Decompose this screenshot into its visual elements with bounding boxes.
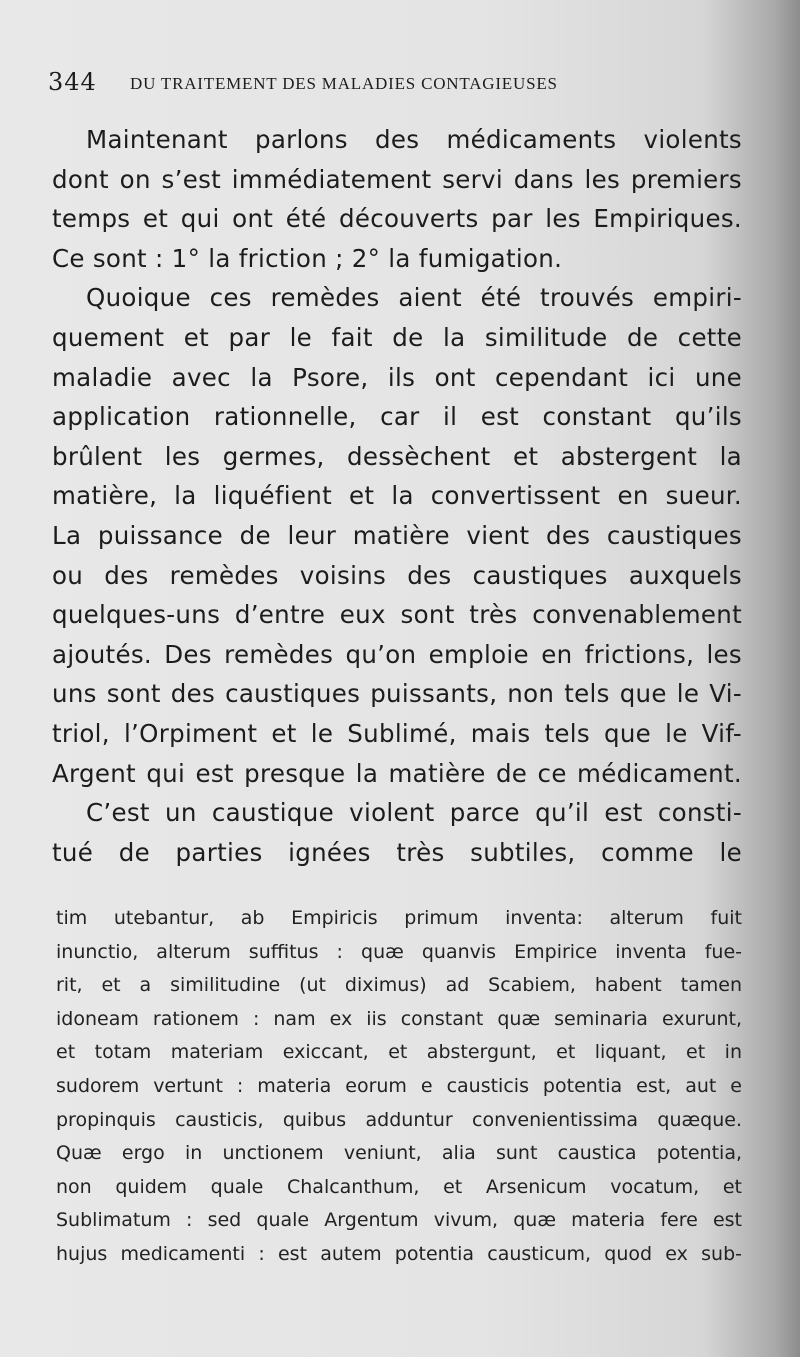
footnote-line: rit, et a similitudine (ut diximus) ad Scabiem, habent tamen <box>56 974 742 997</box>
main-line: Argent qui est presque la matière de ce médicament. <box>52 758 742 788</box>
main-line: Ce sont : 1° la friction ; 2° la fumigation. <box>52 243 563 273</box>
footnote-text <box>56 902 742 1272</box>
main-line: matière, la liquéfient et la convertissent en sueur. <box>52 481 742 511</box>
main-line: quelques-uns d’entre eux sont très convenablement <box>52 600 742 630</box>
main-line: application rationnelle, car il est constant qu’ils <box>52 402 742 432</box>
page-header <box>48 68 748 108</box>
main-line: uns sont des caustiques puissants, non tels que le Vi- <box>52 679 742 709</box>
main-line: Quoique ces remèdes aient été trouvés empiri- <box>86 283 742 313</box>
main-text <box>52 120 742 872</box>
main-line: maladie avec la Psore, ils ont cependant ici une <box>52 362 742 392</box>
page-number: 344 <box>48 68 97 96</box>
main-line: triol, l’Orpiment et le Sublimé, mais tels que le Vif- <box>52 718 742 748</box>
footnote-line: tim utebantur, ab Empiricis primum inventa: alterum fuit <box>56 907 742 929</box>
footnote-line: non quidem quale Chalcanthum, et Arsenicum vocatum, et <box>56 1175 742 1198</box>
footnote-line: hujus medicamenti : est autem potentia causticum, quod ex sub- <box>56 1242 742 1265</box>
main-line: tué de parties ignées très subtiles, comme le <box>52 837 742 867</box>
footnote-line: inunctio, alterum suffitus : quæ quanvis Empirice inventa fue- <box>56 940 742 963</box>
running-title: DU TRAITEMENT DES MALADIES CONTAGIEUSES <box>130 74 558 93</box>
main-line: ou des remèdes voisins des caustiques auxquels <box>52 560 742 590</box>
footnote-line: sudorem vertunt : materia eorum e causticis potentia est, aut e <box>56 1074 742 1097</box>
main-line: brûlent les germes, dessèchent et abstergent la <box>52 441 742 471</box>
footnote-line: et totam materiam exiccant, et abstergunt, et liquant, et in <box>56 1041 742 1064</box>
main-line: ajoutés. Des remèdes qu’on emploie en frictions, les <box>52 639 742 669</box>
footnote-line: Sublimatum : sed quale Argentum vivum, quæ materia fere est <box>56 1209 742 1232</box>
footnote-line: Quæ ergo in unctionem veniunt, alia sunt caustica potentia, <box>56 1142 742 1165</box>
footnote-line: propinquis causticis, quibus adduntur convenientissima quæque. <box>56 1108 742 1131</box>
main-line: temps et qui ont été découverts par les Empiriques. <box>52 204 742 234</box>
main-line: Maintenant parlons des médicaments violents <box>86 125 742 154</box>
main-line: dont on s’est immédiatement servi dans les premiers <box>52 164 742 194</box>
footnote-line: idoneam rationem : nam ex iis constant quæ seminaria exurunt, <box>56 1007 742 1030</box>
main-line: La puissance de leur matière vient des caustiques <box>52 520 742 550</box>
main-line: quement et par le fait de la similitude de cette <box>52 322 742 352</box>
main-line: C’est un caustique violent parce qu’il est consti- <box>86 798 742 828</box>
